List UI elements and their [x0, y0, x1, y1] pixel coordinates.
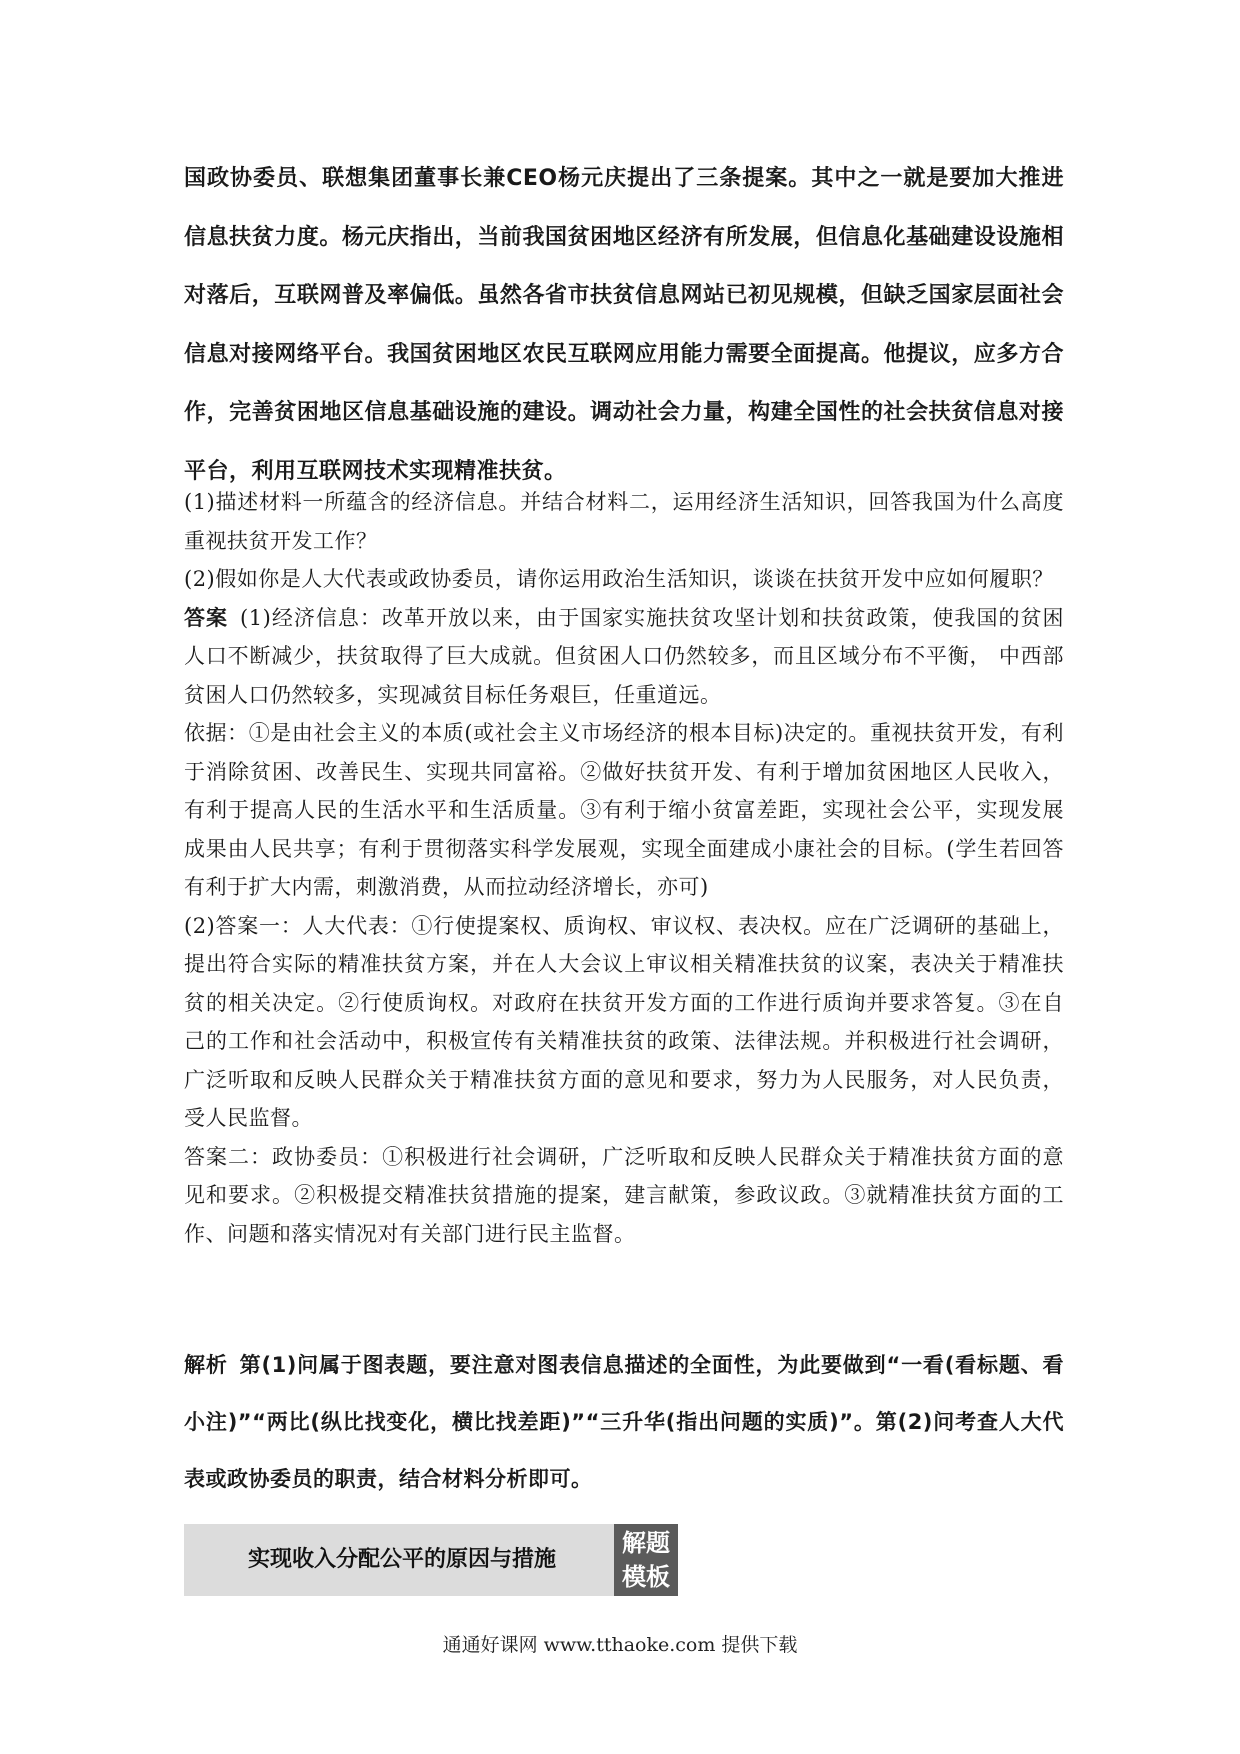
- page-footer: 通通好课网 www.tthaoke.com 提供下载: [442, 1634, 798, 1656]
- material-section: [184, 150, 1064, 501]
- section-banner: [184, 1524, 678, 1596]
- answer-part-1: [184, 599, 1064, 715]
- material-paragraph: 国政协委员、联想集团董事长兼CEO杨元庆提出了三条提案。其中之一就是要加大推进信息扶贫力度。杨元庆指出，当前我国贫困地区经济有所发展，但信息化基础建设设施相对落后，互联网普及率偏低。虽然各省市扶贫信息网站已初见规模，但缺乏国家层面社会信息对接网络平台。我国贫困地区农民互联网应用能力需要全面提高。他提议，应多方合作，完善贫困地区信息基础设施的建设。调动社会力量，构建全国性的社会扶贫信息对接平台，利用互联网技术实现精准扶贫。: [184, 166, 1064, 484]
- answer-part-2-option-2: 答案二：政协委员：①积极进行社会调研，广泛听取和反映人民群众关于精准扶贫方面的意见和要求。②积极提交精准扶贫措施的提案，建言献策，参政议政。③就精准扶贫方面的工作、问题和落实情况对有关部门进行民主监督。: [184, 1144, 1064, 1246]
- analysis-section: [184, 1337, 1064, 1508]
- answer-basis: 依据：①是由社会主义的本质(或社会主义市场经济的根本目标)决定的。重视扶贫开发，有利于消除贫困、改善民生、实现共同富裕。②做好扶贫开发、有利于增加贫困地区人民收入，有利于提高人民的生活水平和生活质量。③有利于缩小贫富差距，实现社会公平，实现发展成果由人民共享；有利于贯彻落实科学发展观，实现全面建成小康社会的目标。(学生若回答有利于扩大内需，刺激消费，从而拉动经济增长，亦可): [184, 721, 1064, 899]
- analysis-paragraph: [184, 1337, 1064, 1508]
- analysis-label: 解析: [184, 1353, 228, 1377]
- tag-line-2: 模板: [622, 1563, 670, 1591]
- banner-title: 实现收入分配公平的原因与措施: [248, 1547, 557, 1572]
- tag-line-1: 解题: [622, 1529, 670, 1557]
- answer-label: 答案: [184, 605, 229, 630]
- question-1: (1)描述材料一所蕴含的经济信息。并结合材料二，运用经济生活知识，回答我国为什么高度重视扶贫开发工作？: [184, 490, 1064, 553]
- question-answer-section: [184, 483, 1064, 1253]
- analysis-text: 第(1)问属于图表题，要注意对图表信息描述的全面性，为此要做到“一看(看标题、看小注)”“两比(纵比找变化，横比找差距)”“三升华(指出问题的实质)”。第(2)问考查人大代表或政协委员的职责，结合材料分析即可。: [184, 1353, 1064, 1491]
- solution-template-tag: [614, 1524, 678, 1596]
- question-2: (2)假如你是人大代表或政协委员，请你运用政治生活知识，谈谈在扶贫开发中应如何履职？: [184, 567, 1054, 591]
- answer-part-2-option-1: (2)答案一：人大代表：①行使提案权、质询权、审议权、表决权。应在广泛调研的基础上，提出符合实际的精准扶贫方案，并在人大会议上审议相关精准扶贫的议案，表决关于精准扶贫的相关决定。②行使质询权。对政府在扶贫开发方面的工作进行质询并要求答复。③在自己的工作和社会活动中，积极宣传有关精准扶贫的政策、法律法规。并积极进行社会调研，广泛听取和反映人民群众关于精准扶贫方面的意见和要求，努力为人民服务，对人民负责，受人民监督。: [184, 913, 1064, 1130]
- answer-part-1-text: (1)经济信息：改革开放以来，由于国家实施扶贫攻坚计划和扶贫政策，使我国的贫困人口不断减少，扶贫取得了巨大成就。但贫困人口仍然较多，而且区域分布不平衡， 中西部贫困人口仍然较多，实现减贫目标任务艰巨，任重道远。: [184, 605, 1065, 707]
